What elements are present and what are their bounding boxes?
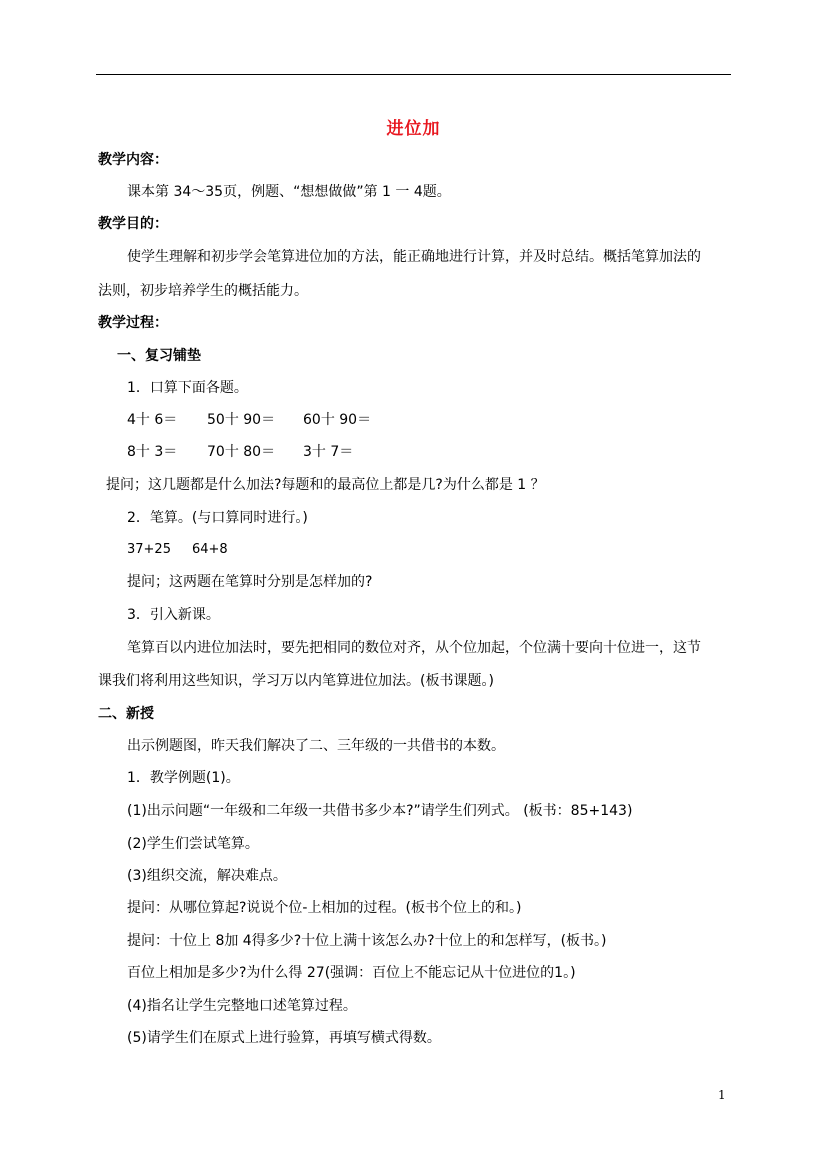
written-calc: 37+25 xyxy=(127,542,171,557)
calc-expression: 8十 3＝ xyxy=(127,444,178,460)
aim-text-1: 使学生理解和初步学会笔算进位加的方法，能正确地进行计算，并及时总结。概括笔算加法的 xyxy=(127,249,701,265)
item-1: 1．口算下面各题。 xyxy=(127,380,248,396)
aim-text-2: 法则，初步培养学生的概括能力。 xyxy=(98,283,308,299)
calc-expression: 3十 7＝ xyxy=(303,444,354,460)
written-calc-row xyxy=(127,540,228,560)
calc-row-2 xyxy=(127,442,353,462)
new-heading: 二、新授 xyxy=(98,706,154,722)
page-number: 1 xyxy=(718,1088,726,1102)
question-2: 提问；这两题在笔算时分别是怎样加的? xyxy=(127,574,373,590)
step-2: (2)学生们尝试笔算。 xyxy=(127,836,259,852)
aim-heading: 教学目的： xyxy=(98,216,168,232)
item-3: 3．引入新课。 xyxy=(127,607,220,623)
ask-1: 提问：从哪位算起?说说个位-上相加的过程。(板书个位上的和。) xyxy=(127,900,522,916)
page-title: 进位加 xyxy=(386,119,441,139)
step-3: (3)组织交流，解决难点。 xyxy=(127,868,287,884)
calc-row-1 xyxy=(127,410,371,430)
ask-2: 提问：十位上 8加 4得多少?十位上满十该怎么办?十位上的和怎样写，(板书。) xyxy=(127,933,607,949)
calc-expression: 70十 80＝ xyxy=(207,444,276,460)
review-heading: 一、复习铺垫 xyxy=(117,348,201,364)
header-rule xyxy=(96,74,731,75)
process-heading: 教学过程： xyxy=(98,315,168,331)
intro-text-2: 课我们将利用这些知识，学习万以内笔算进位加法。(板书课题。) xyxy=(98,673,494,689)
new-intro: 出示例题图，昨天我们解决了二、三年级的一共借书的本数。 xyxy=(127,738,505,754)
intro-text-1: 笔算百以内进位加法时，要先把相同的数位对齐，从个位加起，个位满十要向十位进一，这节 xyxy=(127,640,701,656)
calc-expression: 60十 90＝ xyxy=(303,412,372,428)
calc-expression: 4十 6＝ xyxy=(127,412,178,428)
item-2: 2．笔算。(与口算同时进行。) xyxy=(127,510,308,526)
ask-3: 百位上相加是多少?为什么得 27(强调：百位上不能忘记从十位进位的1。) xyxy=(127,965,576,981)
question-1: 提问；这几题都是什么加法?每题和的最高位上都是几?为什么都是 1 ？ xyxy=(106,477,545,493)
calc-expression: 50十 90＝ xyxy=(207,412,276,428)
step-5: (5)请学生们在原式上进行验算，再填写横式得数。 xyxy=(127,1030,441,1046)
step-1: (1)出示问题“一年级和二年级一共借书多少本?”请学生们列式。 (板书：85+143) xyxy=(127,803,633,819)
content-text: 课本第 34～35页，例题、“想想做做”第 1 一 4题。 xyxy=(127,184,451,200)
written-calc: 64+8 xyxy=(192,542,228,557)
content-heading: 教学内容： xyxy=(98,152,168,168)
teach-1: 1．教学例题(1)。 xyxy=(127,770,240,786)
step-4: (4)指名让学生完整地口述笔算过程。 xyxy=(127,998,357,1014)
